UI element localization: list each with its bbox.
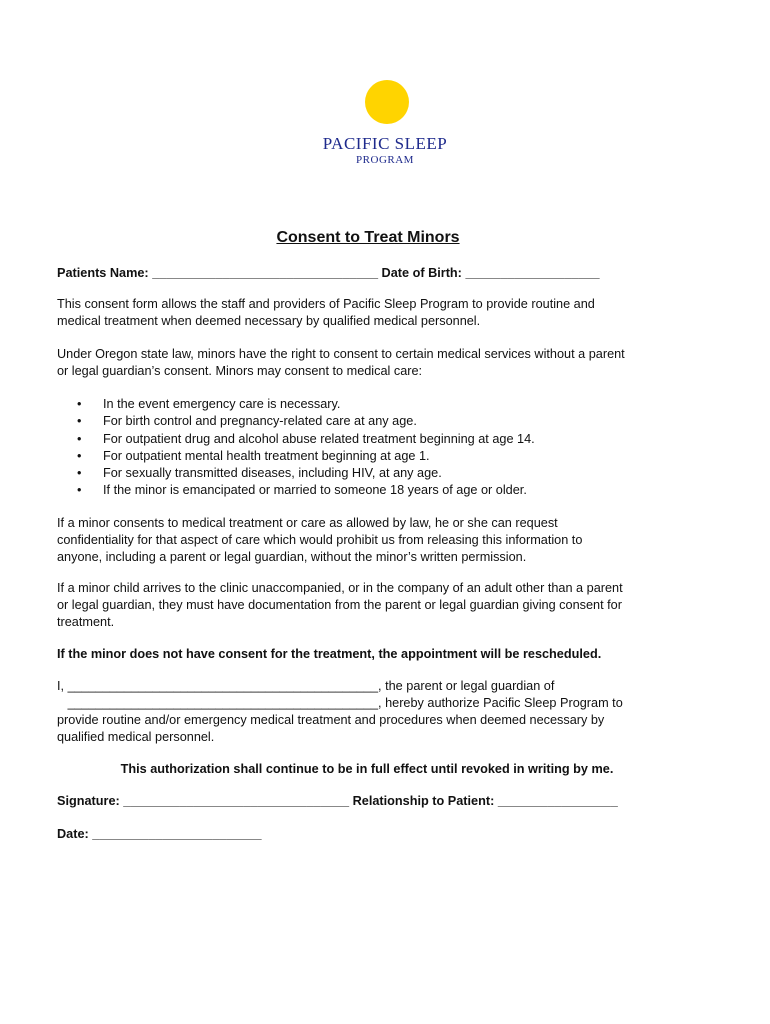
text-line: medical treatment when deemed necessary by qualified medical personnel. — [57, 314, 481, 328]
text-line: anyone, including a parent or legal guardian, without the minor’s written permission. — [57, 550, 527, 564]
patient-info-line — [57, 265, 677, 282]
list-item: • For outpatient mental health treatment beginning at age 1. — [57, 448, 677, 465]
confidentiality-paragraph — [57, 515, 677, 566]
signature-line — [57, 793, 677, 810]
text-line: This consent form allows the staff and providers of Pacific Sleep Program to provide routine and — [57, 297, 595, 311]
sun-crescent-icon — [310, 70, 460, 134]
list-item: • For outpatient drug and alcohol abuse related treatment beginning at age 14. — [57, 431, 677, 448]
date-of-birth-label: Date of Birth: — [381, 266, 462, 280]
patient-name-field[interactable]: ________________________________ — [152, 266, 379, 280]
date-of-birth-field[interactable]: ___________________ — [465, 266, 600, 280]
relationship-field[interactable]: _________________ — [497, 794, 618, 808]
list-item: • In the event emergency care is necessary. — [57, 396, 677, 413]
authorization-paragraph — [57, 678, 677, 746]
list-item: • For sexually transmitted diseases, including HIV, at any age. — [57, 465, 677, 482]
signature-label: Signature: — [57, 794, 120, 808]
text-line: provide routine and/or emergency medical treatment and procedures when deemed necessary by — [57, 713, 605, 727]
page-title: Consent to Treat Minors — [276, 229, 460, 246]
unaccompanied-paragraph — [57, 580, 677, 631]
list-item: • For birth control and pregnancy-related care at any age. — [57, 413, 677, 430]
date-label: Date: — [57, 827, 89, 841]
list-item: • If the minor is emancipated or married to someone 18 years of age or older. — [57, 482, 677, 499]
full-effect-notice: This authorization shall continue to be in full effect until revoked in writing by me. — [120, 762, 614, 776]
logo-name-line2: PROGRAM — [356, 154, 414, 166]
text-line: treatment. — [57, 615, 115, 629]
signature-field[interactable]: ________________________________ — [123, 794, 350, 808]
text-line: or legal guardian’s consent. Minors may consent to medical care: — [57, 364, 423, 378]
date-line — [57, 826, 677, 843]
oregon-law-paragraph — [57, 346, 677, 380]
text-line: If a minor consents to medical treatment or care as allowed by law, he or she can request — [57, 516, 558, 530]
relationship-label: Relationship to Patient: — [352, 794, 495, 808]
intro-paragraph — [57, 296, 677, 330]
logo-name-line1: PACIFIC SLEEP — [322, 134, 448, 153]
text-line: If a minor child arrives to the clinic unaccompanied, or in the company of an adult other than a parent — [57, 581, 623, 595]
patient-name-label: Patients Name: — [57, 266, 149, 280]
minor-name-line[interactable]: ____________________________________________, hereby authorize Pacific Sleep Program to — [57, 696, 623, 710]
consent-items-list — [57, 396, 677, 500]
guardian-name-line[interactable]: I, ____________________________________________, the parent or legal guardian of — [57, 679, 555, 693]
pacific-sleep-logo — [310, 70, 460, 170]
text-line: Under Oregon state law, minors have the right to consent to certain medical services without a parent — [57, 347, 625, 361]
text-line: confidentiality for that aspect of care which would prohibit us from releasing this information to — [57, 533, 583, 547]
reschedule-notice: If the minor does not have consent for the treatment, the appointment will be rescheduled. — [57, 647, 602, 661]
text-line: qualified medical personnel. — [57, 730, 215, 744]
text-line: or legal guardian, they must have documentation from the parent or legal guardian giving consent for — [57, 598, 622, 612]
date-field[interactable]: ________________________ — [92, 827, 262, 841]
